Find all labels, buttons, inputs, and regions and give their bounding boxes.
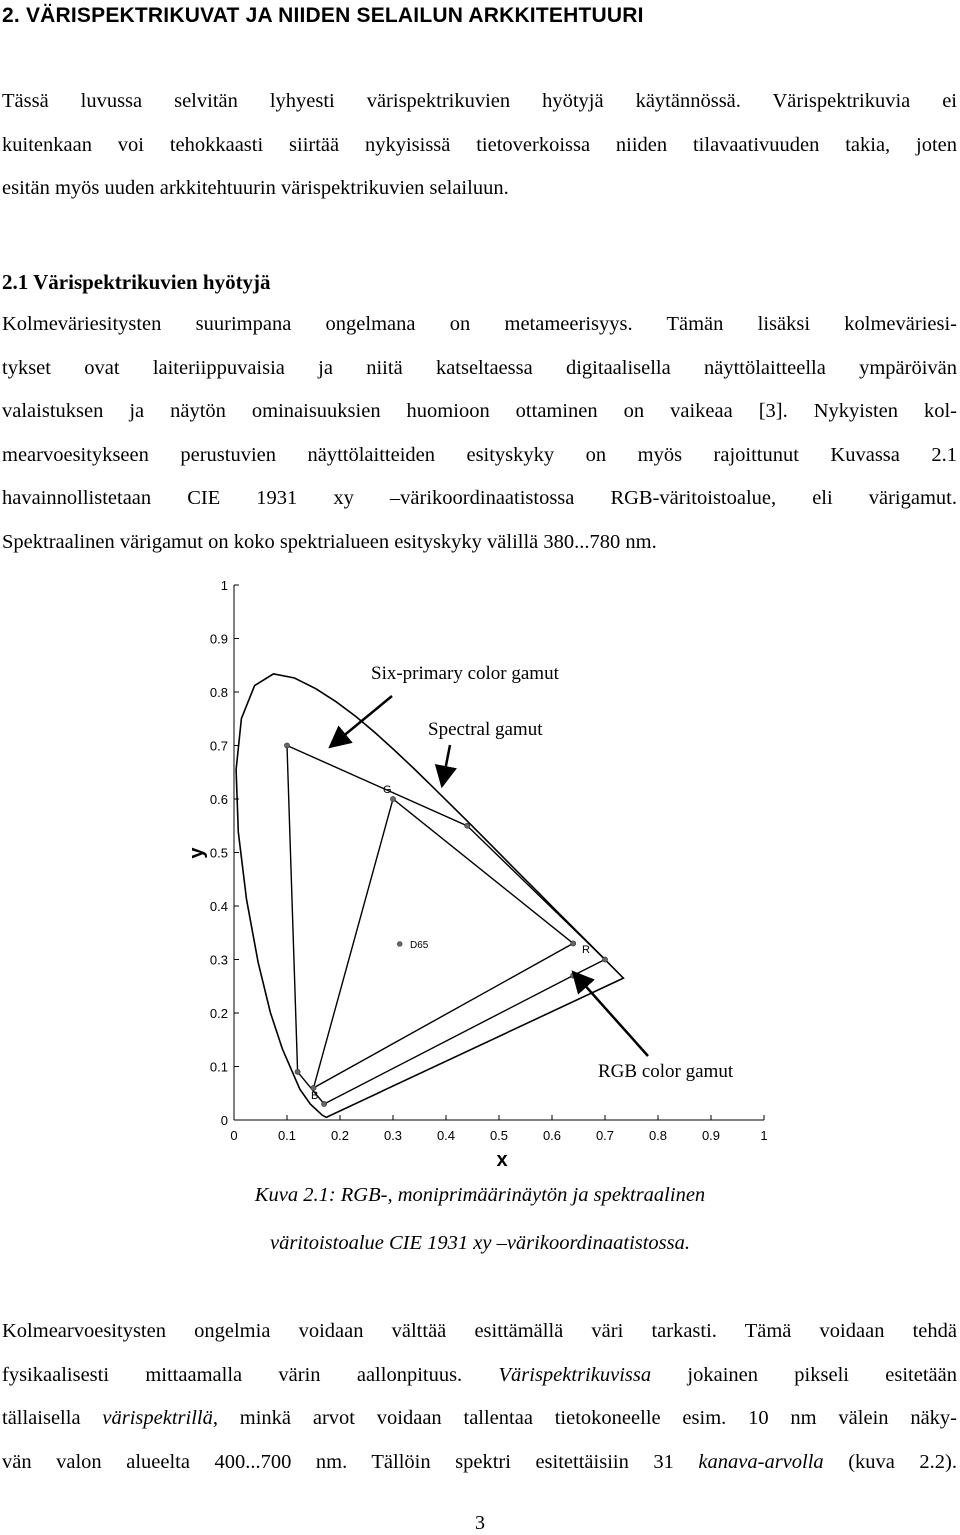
x-tick-label: 0: [230, 1128, 238, 1143]
x-axis-label: x: [496, 1149, 508, 1171]
annotation-spectral: Spectral gamut: [428, 719, 543, 740]
text-line: valaistuksen ja näytön ominaisuuksien huomioon ottaminen on vaikeaa [3]. Nykyisten kol-: [2, 400, 957, 422]
x-tick-label: 0.7: [595, 1128, 615, 1143]
y-axis-label: y: [186, 847, 208, 859]
text-line: vän valon alueelta 400...700 nm. Tällöin spektri esitettäisiin 31 kanava-arvolla (kuva 2.2).: [2, 1450, 957, 1473]
rgb-primary-point: [571, 941, 576, 946]
arrow-spectral: [442, 745, 450, 786]
x-tick-label: 0.9: [701, 1128, 721, 1143]
y-tick-label: 0.4: [209, 899, 228, 914]
annotation-rgb: RGB color gamut: [598, 1061, 734, 1082]
subsection-title: 2.1 Värispektrikuvien hyötyjä: [2, 270, 271, 294]
plot-area: [236, 674, 623, 1117]
text-line: tykset ovat laiteriippuvaisia ja niitä katseltaessa digitaalisella näyttölaitteella ympäröivän: [2, 356, 957, 379]
y-tick-label: 0.2: [209, 1006, 228, 1021]
y-tick-label: 0.8: [209, 685, 228, 700]
body-paragraph-1: [2, 303, 957, 564]
section-title: 2. VÄRISPEKTRIKUVAT JA NIIDEN SELAILUN ARKKITEHTUURI: [2, 4, 644, 27]
text-line: fysikaalisesti mittaamalla värin aallonpituus. Värispektrikuvissa jokainen pikseli esitetään: [2, 1363, 957, 1386]
six-primary-point: [284, 743, 289, 748]
point-label-white: D65: [410, 940, 429, 951]
x-tick-label: 0.3: [383, 1128, 403, 1143]
text-line: mearvoesitykseen perustuvien näyttölaitteiden esityskyky on myös rajoittunut Kuvassa 2.1: [2, 443, 957, 466]
text-line: tällaisella värispektrillä, minkä arvot voidaan tallentaa tietokoneelle esim. 10 nm välein näky-: [2, 1407, 958, 1429]
spectral-locus: [236, 674, 623, 1117]
text-line: kuitenkaan voi tehokkaasti siirtää nykyisissä tietoverkoissa niiden tilavaativuuden takia, joten: [2, 133, 957, 156]
rgb-primary-point: [390, 796, 395, 801]
x-tick-label: 0.6: [542, 1128, 562, 1143]
text-line: havainnollistetaan CIE 1931 xy –värikoordinaatistossa RGB-väritoistoalue, eli värigamut.: [2, 487, 957, 509]
text-line: Kolmearvoesitysten ongelmia voidaan välttää esittämällä väri tarkasti. Tämä voidaan tehdä: [2, 1320, 957, 1342]
six-primary-point: [295, 1069, 300, 1074]
y-tick-label: 0.6: [209, 792, 228, 807]
text-line: Kolmeväriesitysten suurimpana ongelmana on metameerisyys. Tämän lisäksi kolmeväriesi-: [2, 313, 957, 335]
six-primary-point: [322, 1101, 327, 1106]
x-tick-label: 1: [760, 1128, 768, 1143]
annotations: [330, 663, 734, 1082]
figure-caption-line-2: väritoistoalue CIE 1931 xy –värikoordinaatistossa.: [269, 1232, 691, 1254]
figure-caption-line-1: Kuva 2.1: RGB-, moniprimäärinäytön ja spektraalinen: [254, 1184, 706, 1206]
page-number: 3: [475, 1512, 485, 1534]
point-label-red: R: [582, 944, 590, 956]
text-line: Spektraalinen värigamut on koko spektrialueen esityskyky välillä 380...780 nm.: [2, 530, 657, 553]
y-tick-label: 0.1: [209, 1059, 228, 1075]
x-tick-label: 0.8: [648, 1128, 668, 1143]
annotation-six-primary: Six-primary color gamut: [371, 663, 559, 684]
y-tick-label: 0.7: [209, 738, 228, 754]
point-label-green: G: [383, 784, 392, 796]
white-point: [397, 942, 402, 947]
x-tick-label: 0.4: [436, 1128, 456, 1143]
cie-chromaticity-figure: [0, 572, 960, 1192]
body-paragraph-2: [2, 1310, 957, 1484]
six-primary-point: [602, 957, 607, 962]
y-tick-label: 1: [220, 578, 228, 593]
text-line: Tässä luvussa selvitän lyhyesti värispektrikuvien hyötyjä käytännössä. Värispektrikuvia ei: [2, 90, 957, 112]
y-tick-label: 0.9: [209, 631, 228, 647]
y-tick-label: 0.3: [209, 952, 228, 968]
x-tick-label: 0.2: [330, 1128, 350, 1143]
intro-paragraph: [2, 80, 957, 211]
text-line: esitän myös uuden arkkitehtuurin värispektrikuvien selailuun.: [2, 177, 509, 199]
point-label-blue: B: [311, 1090, 319, 1102]
y-tick-label: 0: [220, 1113, 228, 1128]
x-tick-label: 0.1: [277, 1128, 297, 1143]
x-tick-label: 0.5: [489, 1128, 509, 1143]
six-primary-point: [465, 823, 470, 828]
y-tick-label: 0.5: [209, 845, 228, 861]
rgb-gamut: [314, 799, 574, 1088]
